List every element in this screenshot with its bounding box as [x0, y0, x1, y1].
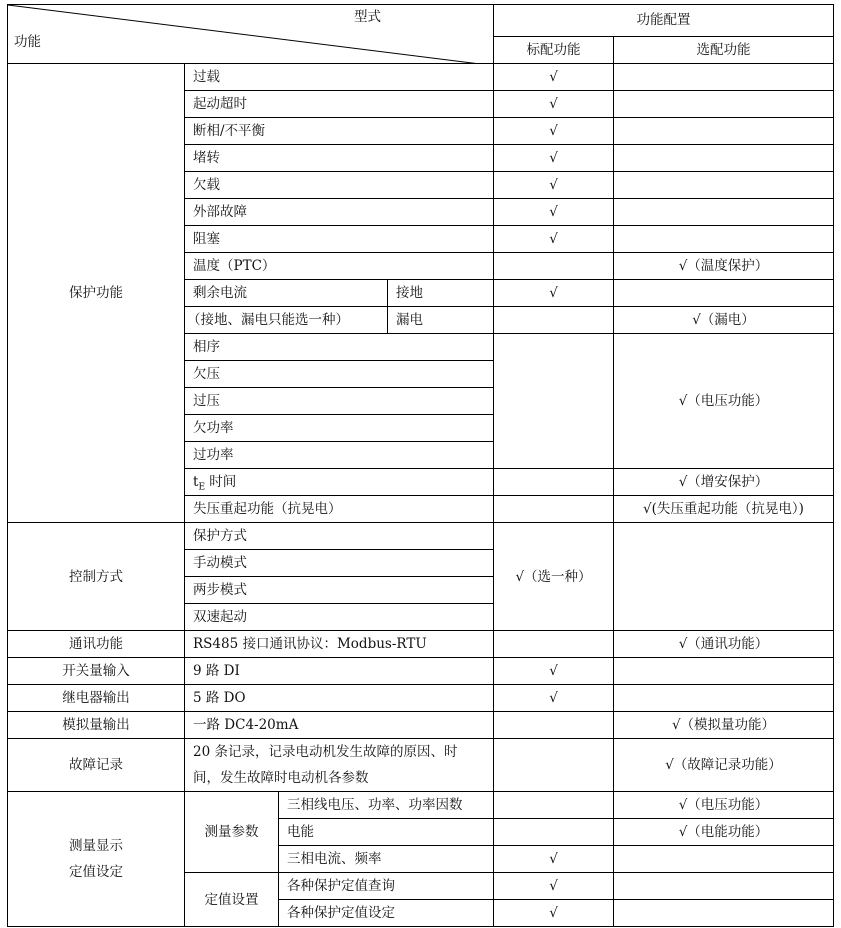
- header-config: 功能配置: [494, 5, 834, 37]
- overvoltage: 过压: [185, 388, 494, 415]
- settings-title: 定值设置: [185, 873, 279, 927]
- phase-sequence: 相序: [185, 334, 494, 361]
- ao-title: 模拟量输出: [8, 712, 185, 739]
- te-time: $t_E$ 时间: [185, 469, 494, 496]
- leakage-optional: √（漏电）: [614, 307, 834, 334]
- comm-desc: RS485 接口通讯协议：Modbus-RTU: [185, 631, 494, 658]
- check-mark: √: [494, 145, 614, 172]
- diagonal-line: [8, 5, 488, 64]
- measure-voltage-optional: √（电压功能）: [614, 792, 834, 819]
- voltage-loss-restart: 失压重起功能（抗晃电）: [185, 496, 494, 523]
- leakage: 漏电: [388, 307, 494, 334]
- protection-title: 保护功能: [8, 64, 185, 523]
- settings-set: 各种保护定值设定: [279, 900, 494, 927]
- te-optional: √（增安保护）: [614, 469, 834, 496]
- fault-desc: 20 条记录，记录电动机发生故障的原因、时 间，发生故障时电动机各参数: [185, 739, 494, 792]
- check-mark: √: [494, 873, 614, 900]
- di-desc: 9 路 DI: [185, 658, 494, 685]
- header-optional: 选配功能: [614, 36, 834, 63]
- dual-speed: 双速起动: [185, 604, 494, 631]
- ao-optional: √（模拟量功能）: [614, 712, 834, 739]
- temperature-ptc: 温度（PTC）: [185, 253, 494, 280]
- check-mark: √: [494, 685, 614, 712]
- check-mark: √: [494, 64, 614, 91]
- current-frequency: 三相电流、频率: [279, 846, 494, 873]
- check-mark: √: [494, 226, 614, 253]
- comm-title: 通讯功能: [8, 631, 185, 658]
- di-title: 开关量输入: [8, 658, 185, 685]
- residual-current: 剩余电流: [185, 280, 388, 307]
- fault-title: 故障记录: [8, 739, 185, 792]
- start-timeout: 起动超时: [185, 91, 494, 118]
- stall: 堵转: [185, 145, 494, 172]
- header-function: 功能: [14, 34, 41, 50]
- energy: 电能: [279, 819, 494, 846]
- external-fault: 外部故障: [185, 199, 494, 226]
- voltage-power: 三相线电压、功率、功率因数: [279, 792, 494, 819]
- residual-note: （接地、漏电只能选一种）: [185, 307, 388, 334]
- temperature-optional: √（温度保护）: [614, 253, 834, 280]
- do-title: 继电器输出: [8, 685, 185, 712]
- protect-mode: 保护方式: [185, 523, 494, 550]
- energy-optional: √（电能功能）: [614, 819, 834, 846]
- underload: 欠载: [185, 172, 494, 199]
- header-model: 型式: [354, 9, 381, 25]
- check-mark: √: [494, 91, 614, 118]
- comm-optional: √（通讯功能）: [614, 631, 834, 658]
- header-diagonal-cell: [8, 5, 494, 64]
- overload: 过载: [185, 64, 494, 91]
- underpower: 欠功率: [185, 415, 494, 442]
- control-title: 控制方式: [8, 523, 185, 631]
- choose-one: √（选一种）: [494, 523, 614, 631]
- two-step-mode: 两步模式: [185, 577, 494, 604]
- jam: 阻塞: [185, 226, 494, 253]
- check-mark: √: [494, 658, 614, 685]
- overpower: 过功率: [185, 442, 494, 469]
- fault-optional: √（故障记录功能）: [614, 739, 834, 792]
- measure-params: 测量参数: [185, 792, 279, 873]
- do-desc: 5 路 DO: [185, 685, 494, 712]
- check-mark: √: [494, 118, 614, 145]
- header-standard: 标配功能: [494, 36, 614, 63]
- undervoltage: 欠压: [185, 361, 494, 388]
- settings-query: 各种保护定值查询: [279, 873, 494, 900]
- phase-loss: 断相/不平衡: [185, 118, 494, 145]
- restart-optional: √(失压重起功能（抗晃电）): [614, 496, 834, 523]
- check-mark: √: [494, 280, 614, 307]
- manual-mode: 手动模式: [185, 550, 494, 577]
- measure-title: 测量显示 定值设定: [8, 792, 185, 927]
- function-config-table: [7, 4, 834, 927]
- check-mark: √: [494, 900, 614, 927]
- check-mark: √: [494, 172, 614, 199]
- ao-desc: 一路 DC4-20mA: [185, 712, 494, 739]
- ground: 接地: [388, 280, 494, 307]
- check-mark: √: [494, 199, 614, 226]
- check-mark: √: [494, 846, 614, 873]
- voltage-optional: √（电压功能）: [614, 334, 834, 469]
